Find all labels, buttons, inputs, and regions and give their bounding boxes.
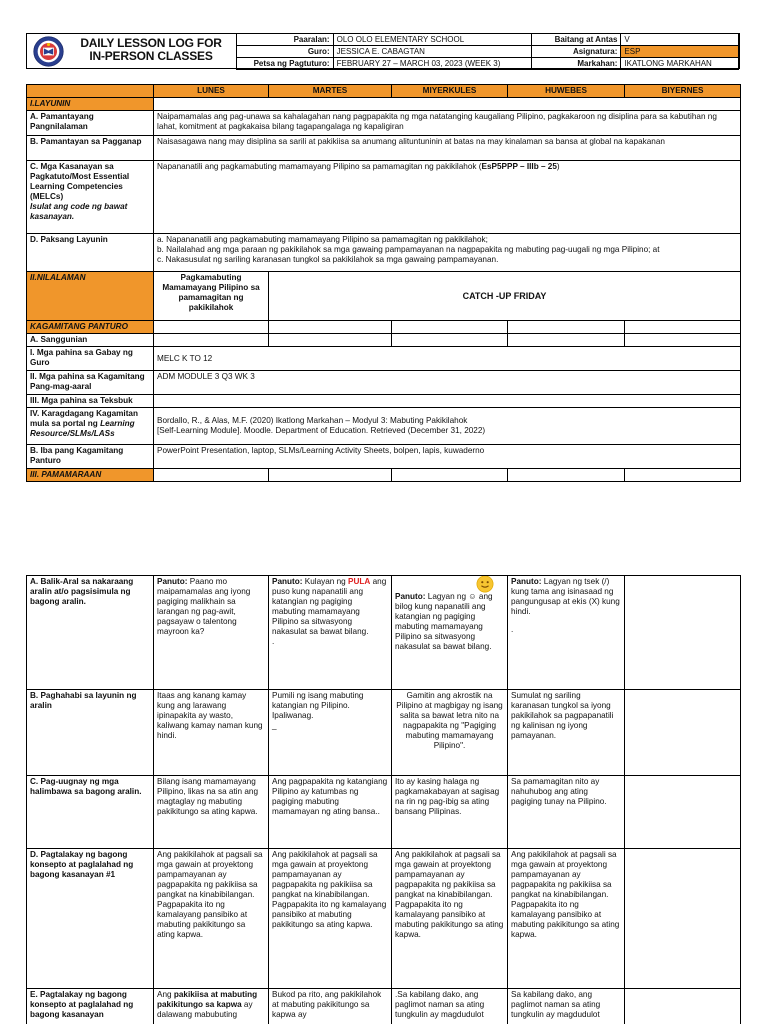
melc-label-note: Isulat ang code ng bawat kasanayan. [30,202,128,221]
panuto-label: Panuto: [511,577,542,586]
melc-text-cell [154,161,741,234]
title-line-1: DAILY LESSON LOG FOR [80,36,222,50]
day-lunes: LUNES [154,85,269,98]
balik-aral-huwebes-dot: . [511,625,514,634]
balik-aral-huwebes [508,576,625,690]
layunin-heading: I.LAYUNIN [27,98,154,111]
pagtalakay-2-martes: Bukod pa rito, ang pakikilahok at mabuting pakikitungo sa kapwa ay [269,989,392,1024]
blank-cell [508,469,625,482]
pula-text: PULA [348,577,371,586]
layunin-a: a. Napananatili ang pagkamabuting mamamayang Pilipino sa pamamagitan ng pakikilahok; [157,235,488,244]
pagtalakay-2-lunes [154,989,269,1024]
pagtalakay-2-lunes-pre: Ang [157,990,174,999]
pagtalakay-1-huwebes: Ang pakikilahok at pagsali sa mga gawain at proyektong pampamayanan ay pagpapakita ng pakikiisa sa pangkat na kinabibilangan. Pagpapakita ito ng kamalayang pansibiko at mabuting pakikitungo sa ating kapwa. [508,849,625,989]
asignatura-label: Asignatura: [531,46,621,58]
nilalaman-topic: Pagkamabuting Mamamayang Pilipino sa pamamagitan ng pakikilahok [154,272,269,321]
iba-kagamitan-label: B. Iba pang Kagamitang Panturo [27,445,154,469]
nilalaman-row [27,272,741,321]
pagtalakay-2-biyernes [625,989,741,1024]
balik-aral-lunes-text: Paano mo maipamamalas ang iyong pagiging malikhain sa larangan ng pag-awit, pagsayaw o talentong mayroon ka? [157,577,251,636]
markahan-value: IKATLONG MARKAHAN [621,58,739,70]
blank-cell [154,469,269,482]
nilalaman-heading: II.NILALAMAN [27,272,154,321]
karagdagang-kagamitan-row [27,408,741,445]
corner-cell [27,85,154,98]
balik-aral-row [27,576,741,690]
pamamaraan-row [27,469,741,482]
karagdagang-line-2: [Self-Learning Module]. Moodle. Department of Education. Retrieved (December 31, 2022) [157,426,486,435]
teksbuk-blank [154,395,741,408]
pag-uugnay-martes: Ang pagpapakita ng katangiang Pilipino ay katumbas ng pagiging mabuting mamamayan ng ating bansa.. [269,776,392,849]
sanggunian-label: A. Sanggunian [27,334,154,347]
pag-uugnay-biyernes [625,776,741,849]
teksbuk-label: III. Mga pahina sa Teksbuk [27,395,154,408]
day-biyernes: BIYERNES [625,85,741,98]
blank-cell [392,334,508,347]
markahan-label: Markahan: [531,58,621,70]
paghahabi-martes-cell [269,690,392,776]
melc-label-cell [27,161,154,234]
balik-aral-martes-dot: . [272,637,275,646]
melc-label: C. Mga Kasanayan sa Pagkatuto/Most Essential Learning Competencies (MELCs) [30,162,130,201]
paghahabi-martes-dash: _ [272,721,277,730]
baitang-value: V [621,34,739,46]
layunin-blank [154,98,741,111]
guro-value: JESSICA E. CABAGTAN [333,46,531,58]
pagtalakay-1-row [27,849,741,989]
blank-cell [154,321,269,334]
gabay-guro-row [27,347,741,371]
paghahabi-biyernes [625,690,741,776]
pamantayang-pangnilalaman-label: A. Pamantayang Pangnilalaman [27,111,154,136]
smiley-face-icon [476,576,494,594]
header-box [26,33,740,69]
pag-uugnay-row [27,776,741,849]
layunin-c: c. Nakasusulat ng sariling karanasan tungkol sa pakikilahok sa mga gawaing pampamayanan. [157,255,499,264]
blank-cell [392,321,508,334]
paksang-layunin-label: D. Paksang Layunin [27,234,154,272]
pag-uugnay-label: C. Pag-uugnay ng mga halimbawa sa bagong aralin. [27,776,154,849]
pagtalakay-1-biyernes [625,849,741,989]
blank-cell [269,469,392,482]
pamantayan-pagganap-text: Naisasagawa nang may disiplina sa sarili at pakikiisa sa anumang alituntuninin at batas na may kinalaman sa bansa at global na kapakanan [154,136,741,161]
paksang-layunin-text [154,234,741,272]
pag-uugnay-huwebes: Sa pamamagitan nito ay nahuhubog ang ating pagiging tunay na Pilipino. [508,776,625,849]
blank-cell [625,469,741,482]
petsa-label: Petsa ng Pagtuturo: [237,58,334,70]
teksbuk-row [27,395,741,408]
melc-text-end: ) [556,162,560,171]
paghahabi-row [27,690,741,776]
pagtalakay-2-lunes-bold: pakikiisa at mabuting pakikitungo sa kapwa [157,990,258,1009]
karagdagang-line-1: Bordallo, R., & Alas, M.F. (2020) Ikatlong Markahan – Modyul 3: Mabuting Pakikilahok [157,416,468,425]
paghahabi-miyerkules: Gamitin ang akrostik na Pilipino at magbigay ng isang salita sa bawat letra nito na nagpapakita ng "Pagiging mabuting mamamayang Pilipino". [392,690,508,776]
panuto-label: Panuto: [395,592,426,601]
deped-seal-icon [33,36,64,67]
melc-row [27,161,741,234]
layunin-row [27,98,741,111]
melc-text: Napananatili ang pagkamabuting mamamayang Pilipino sa pamamagitan ng pakikilahok ( [157,162,482,171]
document-title [71,37,231,63]
paksang-layunin-row [27,234,741,272]
blank-cell [269,321,392,334]
kagamitan-row [27,321,741,334]
lesson-plan-table-2 [26,575,741,1024]
layunin-b: b. Nailalahad ang mga paraan ng pakikilahok sa mga gawaing pampamayanan na nagpapakita ng mabuting pag-uugali ng mga Pilipino; at [157,245,660,254]
balik-aral-miyerkules [392,576,508,690]
pagtalakay-2-miyerkules: .Sa kabilang dako, ang paglimot naman sa ating tungkulin ay magdudulot [392,989,508,1024]
pagtalakay-2-label: E. Pagtalakay ng bagong konsepto at paglalahad ng bagong kasanayan [27,989,154,1024]
day-header-row [27,85,741,98]
iba-kagamitan-row [27,445,741,469]
pag-uugnay-miyerkules: Ito ay kasing halaga ng pagkamakabayan at sagisag na rin ng pag-ibig sa ating bansang Pilipinas. [392,776,508,849]
petsa-value: FEBRUARY 27 – MARCH 03, 2023 (WEEK 3) [333,58,531,70]
pamamaraan-heading: III. PAMAMARAAN [27,469,154,482]
blank-cell [269,334,392,347]
gabay-guro-text: MELC K TO 12 [154,347,741,371]
sanggunian-row [27,334,741,347]
balik-aral-martes-pre: Kulayan ng [302,577,349,586]
pagtalakay-2-row [27,989,741,1024]
kagamitan-heading: KAGAMITANG PANTURO [27,321,154,334]
day-miyerkules: MIYERKULES [392,85,508,98]
catch-up-friday: CATCH -UP FRIDAY [269,272,741,321]
balik-aral-martes [269,576,392,690]
pagtalakay-2-huwebes: Sa kabilang dako, ang paglimot naman sa ating tungkulin ay magdudulot [508,989,625,1024]
balik-aral-martes-text: ang puso kung napanatili ang katangian ng pagiging mabuting mamamayang Pilipino sa sitwasyong nakasulat sa bawat bilang. [272,577,387,636]
blank-cell [625,334,741,347]
day-huwebes: HUWEBES [508,85,625,98]
balik-aral-lunes [154,576,269,690]
day-martes: MARTES [269,85,392,98]
balik-aral-biyernes [625,576,741,690]
pamantayang-pangnilalaman-text: Naipamamalas ang pag-unawa sa kahalagahan nang pagpapakita ng mga natatanging kaugaliang Pilipino, pagkakaroon ng disiplina para sa kabutihan ng lahat, komitment at pagkakaisa bilang tagapangalaga ng kapaligiran [154,111,741,136]
asignatura-value: ESP [621,46,739,58]
baitang-label: Baitang at Antas [531,34,621,46]
lesson-plan-table-1 [26,84,741,482]
pamantayan-pagganap-row [27,136,741,161]
karagdagang-text [154,408,741,445]
paghahabi-label: B. Paghahabi sa layunin ng aralin [27,690,154,776]
kagamitang-mag-aaral-text: ADM MODULE 3 Q3 WK 3 [154,371,741,395]
kagamitang-mag-aaral-label: II. Mga pahina sa Kagamitang Pang-mag-aaral [27,371,154,395]
pagtalakay-1-label: D. Pagtalakay ng bagong konsepto at paglalahad ng bagong kasanayan #1 [27,849,154,989]
guro-label: Guro: [237,46,334,58]
pagtalakay-1-miyerkules: Ang pakikilahok at pagsali sa mga gawain at proyektong pampamayanan ay pagpapakita ng pakikiisa sa pangkat na kinabibilangan. Pagpapakita ito ng kamalayang pansibiko at mabuting pakikitungo sa ating kapwa. [392,849,508,989]
panuto-label: Panuto: [157,577,188,586]
title-line-2: IN-PERSON CLASSES [89,49,213,63]
paaralan-label: Paaralan: [237,34,334,46]
karagdagang-label-italic: Learning Resource/SLMs/LASs [30,419,135,438]
pagtalakay-1-martes: Ang pakikilahok at pagsali sa mga gawain at proyektong pampamayanan ay pagpapakita ng pakikiisa sa pangkat na kinabibilangan. Pagpapakita ito ng kamalayang pansibiko at mabuting pakikitungo sa ating kapwa. [269,849,392,989]
gabay-guro-label: I. Mga pahina sa Gabay ng Guro [27,347,154,371]
pamantayang-pangnilalaman-row [27,111,741,136]
paaralan-value: OLO OLO ELEMENTARY SCHOOL [333,34,531,46]
balik-aral-miyerkules-text: Lagyan ng ☺ ang bilog kung napanatili ang katangian ng pagiging mabuting mamamayang Pilipino sa sitwasyong nakasulat sa bawat bilang. [395,592,493,651]
panuto-label: Panuto: [272,577,303,586]
pagtalakay-1-lunes: Ang pakikilahok at pagsali sa mga gawain at proyektong pampamayanan ay pagpapakita ng pakikiisa sa pangkat na kinabibilangan. Pagpapakita ito ng kamalayang pansibiko at mabuting pakikitungo sa ating kapwa. [154,849,269,989]
karagdagang-label-cell [27,408,154,445]
balik-aral-label: A. Balik-Aral sa nakaraang aralin at/o pagsisimula ng bagong aralin. [27,576,154,690]
paghahabi-huwebes: Sumulat ng sariling karanasan tungkol sa iyong pakikilahok sa pagpapanatili ng kalinisan ng iyong pamayanan. [508,690,625,776]
iba-kagamitan-text: PowerPoint Presentation, laptop, SLMs/Learning Activity Sheets, bolpen, lapis, kuwaderno [154,445,741,469]
blank-cell [154,334,269,347]
header-info-table [236,33,739,70]
blank-cell [392,469,508,482]
pamantayan-pagganap-label: B. Pamantayan sa Pagganap [27,136,154,161]
paghahabi-lunes: Itaas ang kanang kamay kung ang larawang ipinapakita ay wasto, kaliwang kamay naman kung hindi. [154,690,269,776]
blank-cell [508,321,625,334]
pag-uugnay-lunes: Bilang isang mamamayang Pilipino, likas na sa atin ang magtaglay ng mabuting pakikitungo sa ating kapwa. [154,776,269,849]
karagdagang-label: IV. Karagdagang Kagamitan mula sa portal ng [30,409,138,428]
melc-code: EsP5PPP – IIIb – 25 [481,162,557,171]
blank-cell [625,321,741,334]
pagtalakay-2-lunes-text: ay dalawang mabubuting [157,1000,253,1019]
balik-aral-huwebes-text: Lagyan ng tsek (/) kung tama ang isinasaad ng pangungusap at ekis (X) kung hindi. [511,577,620,616]
blank-cell [508,334,625,347]
kagamitang-mag-aaral-row [27,371,741,395]
paghahabi-martes: Pumili ng isang mabuting katangian ng Pilipino. Ipaliwanag. [272,691,364,720]
